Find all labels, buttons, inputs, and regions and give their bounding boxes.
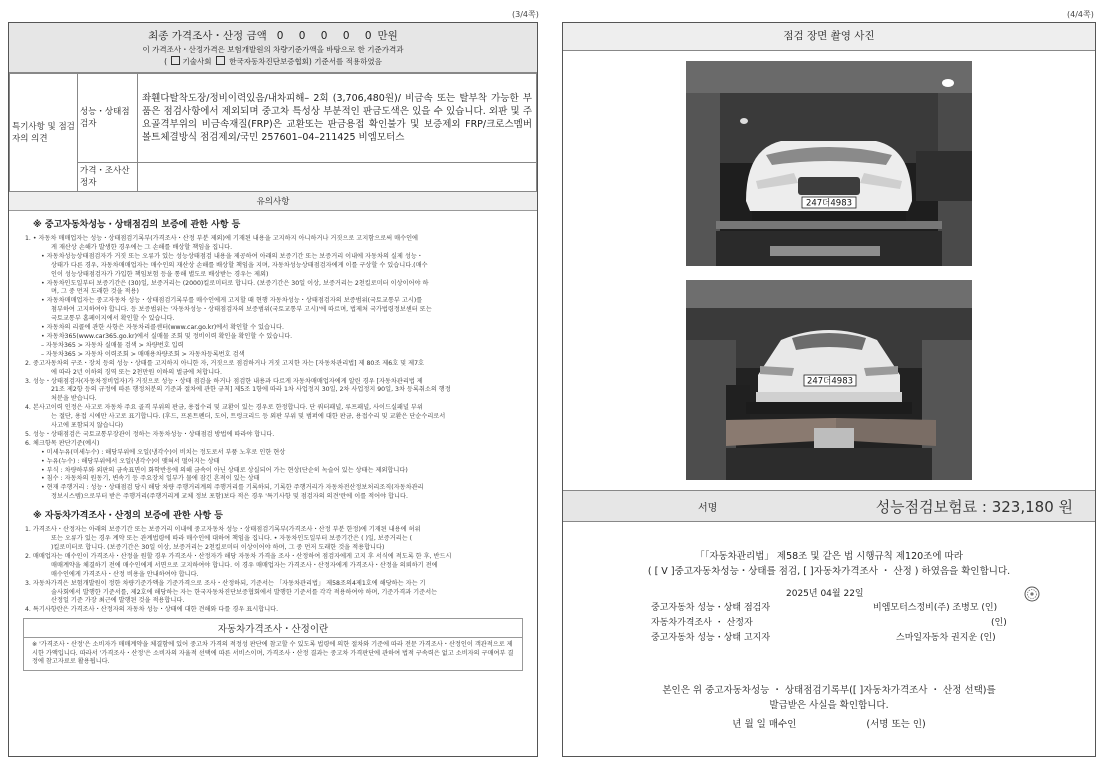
page-number-left: (3/4쪽) [512, 10, 539, 19]
issue-date: 2025년 04월 22일 [786, 589, 864, 599]
inspection-form-page-4 [562, 22, 1096, 757]
official-seal-icon [1024, 586, 1040, 602]
notice-line: 21조 제2항 등의 규정에 따른 행정처분의 기준과 절차에 관한 규칙] 제5조 1항에 따라 1차 사업정지 30일, 2차 사업정지 90일, 3차 등록취소의 행정 [51, 386, 451, 394]
notice-line: 상태가 다른 경우, 자동차매매업자는 매수인의 재산상 손해를 배상할 책임을 지며, 자동차성능상태점검자에게 이를 구상할 수 있습니다.(매수 [51, 261, 428, 269]
notice-line: 매수인에게 가격조사・산정 비용을 안내하여야 합니다. [51, 570, 199, 578]
car-rear-photo [686, 280, 972, 480]
notice-line: • 누유(누수) : 해당부위에서 오일(냉각수)이 맺혀서 떨어지는 상태 [41, 457, 220, 465]
notice-line: 며, 그 중 먼저 도래한 것을 적용) [51, 288, 139, 296]
notice-line: – 자동차365 > 자동차 이력조회 > 매매용차량조회 > 자동차등록번호 검색 [41, 350, 245, 358]
final-price-unit: 만원 [377, 30, 398, 42]
notice-title: 유의사항 [9, 192, 537, 211]
inspection-form-page-3 [8, 22, 538, 757]
notice-line: )킬로미터로 합니다. (보증기간은 30일 이상, 보증거리는 2천킬로미터 이상이어야 하며, 그 중 먼저 도래한 것을 적용합니다) [51, 544, 385, 551]
photo1-plate: 247더4983 [805, 198, 853, 209]
confirmation-line1: 「「자동차관리법」 제58조 및 같은 법 시행규칙 제120조에 따라 [695, 551, 963, 562]
notice-line: 4. 특기사항란은 가격조사・산정자의 자동차 성능・상태에 대한 견해와 다를 경우 표시합니다. [25, 606, 279, 614]
price-assessor-label: 가격・조사산정자 [78, 163, 138, 192]
signer-name: (인) [991, 618, 1007, 628]
notice-line: 1. 가격조사・산정자는 아래의 보증기간 또는 보증거리 이내에 중고자동차 성능・상태점검기록부(가격조사・산정 부분 한정)에 기재된 내용에 허위 [25, 526, 421, 534]
final-price-standard: ( 기술사회 한국자동차진단보증협회) 기준서를 적용하였음 [164, 57, 382, 66]
opinion-header: 특기사항 및 점검자의 의견 [10, 74, 78, 192]
notice-line: 처분을 받습니다. [51, 395, 97, 403]
notice-line: 인이 성능상태점검자가 가입한 책임보험 등을 통해 별도로 배상받는 경우는 제외) [51, 270, 269, 278]
signer-row-price-assessor [651, 615, 1077, 628]
notice-line: 3. 성능・상태점검자(자동차정비업자)가 거짓으로 성능・상태 점검을 하거나 점검한 내용과 다르게 자동차매매업자에게 알린 경우 [자동차관리법 제 [25, 377, 423, 385]
receipt-date-buyer: 년 월 일 매수인 [732, 719, 797, 730]
checkbox-kada[interactable] [216, 56, 225, 65]
inspection-photo-front [686, 61, 972, 266]
notice-line: 6. 체크항목 판단기준(예시) [25, 439, 100, 447]
notice-line: 3. 자동차가격은 보험개발원이 정한 차량기준가액을 기준가격으로 조사・산정하되, 기준서는 「자동차관리법」 제58조의4제1호에 해당하는 자는 기 [25, 579, 426, 587]
notice-line: 5. 성능・상태점검은 국토교통부장관이 정하는 자동차성능・상태점검 방법에 따라야 합니다. [25, 430, 275, 438]
inspection-photo-rear [686, 280, 972, 480]
notice-line: 정보시스템)으로부터 받은 주행거리(주행거리계 교체 정보 포함)보다 적은 경우 '특기사항 및 점검자의 의견'란에 이를 적어야 합니다. [51, 493, 408, 501]
notice-line: 산정일 기준 가장 최근에 발행된 것을 적용합니다. [51, 597, 185, 605]
receipt-confirmation [563, 683, 1095, 732]
notice-line: 에 따라 2년 이하의 징역 또는 2천만원 이하의 벌금에 처합니다. [51, 368, 222, 376]
notice-line: 또는 오류가 있는 경우 계약 또는 관계법령에 따라 매수인에 대하여 책임을 집니다. • 자동차인도일부터 보증기간은 ( )일, 보증거리는 ( [51, 535, 413, 543]
notice-line: • 자동차365(www.car365.go.kr)에서 실매물 조회 및 정비이력 확인을 확인할 수 있습니다. [41, 332, 293, 340]
notice-line: • 자동차인도일부터 보증기간은 (30)일, 보증거리는 (2000)킬로미터로 합니다. (보증기간은 30일 이상, 보증거리는 2천킬로미터 이상이어야 하 [41, 279, 429, 287]
notice-line: 술사회에서 발행한 기준서를, 제2호에 해당하는 자는 한국자동차진단보증협회에서 발행한 기준서를 각각 적용하여야 하며, 기준가격과 기준서는 [51, 588, 438, 596]
notice-section2-body [25, 526, 523, 615]
inspection-insurance-fee: 성능점검보험료 : 323,180 원 [875, 498, 1073, 516]
confirmation-line2: ( [ V ]중고자동차성능・상태를 점검, [ ]자동차가격조사 ・ 산정 ) 하였음을 확인합니다. [647, 566, 1011, 577]
confirmation-statement [563, 549, 1095, 579]
price-definition-title: 자동차가격조사・산정이란 [24, 619, 522, 638]
notice-line: 사고에 포함되지 않습니다) [51, 422, 124, 430]
notice-line: 게 재산상 손해가 발생한 경우에는 그 손해를 배상할 책임을 집니다. [51, 243, 233, 251]
perf-inspector-opinion: 좌휀다탈착도장/정비이력있음/내차피해– 2회 (3,706,480원)/ 비금속 또는 탈부착 가능한 부품은 점검사항에서 제외되며 중고차 특성상 부분적인 판금도색은 있을 수 있습니다. 외판 및 주요골격부위의 비금속재질(FRP)은 교환또는 판금용접 확인불가 및 보증제외 FRP/크로스멤버 볼트체결방식 점검제외/국민 257601–04–211425 비엠모터스 [138, 74, 537, 163]
notice-line: • 부식 : 차량하부와 외판의 금속표면이 화학반응에 의해 금속이 아닌 상태로 상실되어 가는 현상(단순히 녹슬어 있는 상태는 제외합니다) [41, 466, 408, 474]
price-assessor-opinion [138, 163, 537, 192]
signer-role: 자동차가격조사 ・ 산정자 [651, 618, 753, 628]
final-price-note: 이 가격조사・산정가격은 보험개발원의 차량기준가액을 바탕으로 한 기준가격과 [142, 45, 404, 54]
receipt-line1: 본인은 위 중고자동차성능 ・ 상태점검기록부([ ]자동차가격조사 ・ 산정 선택)를 [662, 685, 996, 696]
photo2-plate: 247더4983 [806, 376, 854, 387]
notice-line: • 자동차성능상태점검자가 거짓 또는 오류가 있는 성능상태점검 내용을 제공하여 아래의 보증기간 또는 보증거리 이내에 자동차의 실제 성능・ [41, 252, 423, 260]
notice-line: • 미세누유(미세누수) : 해당부위에 오일(냉각수)이 비치는 정도로서 부품 노후로 인한 현상 [41, 448, 286, 456]
receipt-sign-hint: (서명 또는 인) [866, 719, 926, 730]
signature-fee-row [563, 490, 1095, 522]
notice-line: • 침수 : 자동차의 원동기, 변속기 등 주요장치 일부가 물에 잠긴 흔적이 있는 상태 [41, 475, 260, 483]
signer-role: 중고자동차 성능・상태 고지자 [651, 633, 771, 643]
opinion-table [9, 73, 537, 192]
perf-inspector-label: 성능・상태점검자 [78, 74, 138, 163]
notice-section2-title: ※ 자동차가격조사・산정의 보증에 관한 사항 등 [33, 511, 223, 522]
notice-line: • 자동차매매업자는 중고자동차 성능・상태점검기록부를 매수인에게 고지할 때 현행 자동차성능・상태점검자의 보증범위(국토교통부 고시)를 [41, 297, 423, 305]
checkbox-tech-society[interactable] [171, 56, 180, 65]
notice-line: 2. 중고자동차의 구조・장치 등의 성능・상태를 고지하지 아니한 자, 거짓으로 점검하거나 거짓 고지한 자는 [자동차관리법] 제 80조 제6호 및 제7호 [25, 359, 424, 367]
final-price-label: 최종 가격조사・산정 금액 [148, 30, 267, 42]
notice-line: 첨부하여 고지하여야 합니다. 등 보증범위는 '자동차성능・상태점검자의 보증범위(국토교통부 고시)'에 따르며, 법제처 국가법령정보센터 또는 [51, 306, 432, 314]
signer-role: 중고자동차 성능・상태 점검자 [651, 603, 771, 613]
signature-label: 서명 [698, 503, 718, 514]
page-number-right: (4/4쪽) [1067, 10, 1094, 19]
notice-line: 1. • 자동차 매매업자는 성능・상태점검기록부(가격조사・산정 부분 제외)에 기재된 내용을 고지하지 아니하거나 거짓으로 고지함으로써 매수인에 [25, 235, 419, 242]
notice-section1-body [25, 235, 523, 502]
price-definition-body: ※ '가격조사・산정'은 소비자가 매매계약을 체결함에 있어 중고차 가격의 적정성 판단에 참고할 수 있도록 법령에 의한 절차와 기준에 따라 전문 가격조사・산정인이 객관적으로 제시한 가액입니다. 따라서 '가격조사・산정'은 소비자의 자율적 선택에 따른 서비스이며, 가격조사・산정 결과는 중고차 가격판단에 관하여 법적 구속력은 없고 소비자의 구매여부 결정에 참고자료로 활용됩니다. [32, 641, 514, 666]
notice-section1-title: ※ 중고자동차성능・상태점검의 보증에 관한 사항 등 [33, 220, 241, 230]
notice-line: 4. 본사고이력 인정은 사고로 자동차 주요 골격 부위의 판금, 용접수리 및 교환이 있는 경우로 한정합니다. 단 쿼터패널, 루프패널, 사이드실패널 부위 [25, 404, 423, 412]
signer-row-inspector [651, 600, 1077, 613]
price-definition-box [23, 618, 523, 671]
notice-line: – 자동차365 > 자동차 실매물 검색 > 차량번호 입력 [41, 341, 184, 349]
notice-line: • 자동차의 리콜에 관한 사항은 자동차리콜센터(www.car.go.kr)에서 확인할 수 있습니다. [41, 324, 284, 332]
notice-line: • 현재 주행거리 : 성능・상태점검 당시 해당 차량 주행거리계의 주행거리를 기록하되, 기록한 주행거리가 자동차전산정보처리조직(자동차관리 [41, 484, 424, 492]
final-price-box [9, 23, 537, 73]
notice-line: 2. 매매업자는 매수인이 가격조사・산정을 원할 경우 가격조사・산정자가 해당 자동차 가격을 조사・산정하여 점검자에게 고지 후 서식에 적도록 한 후, 반드시 [25, 552, 452, 560]
notice-line: 는 절단, 용접 시에만 사고로 표기합니다. (후드, 프론트펜더, 도어, 트렁크리드 등 외판 부위 및 범퍼에 대한 판금, 용접수리 및 교환은 단순수리로서 [51, 413, 446, 421]
receipt-line2: 발급받은 사실을 확인합니다. [769, 700, 889, 711]
signer-row-notifier [651, 630, 1077, 643]
final-price-amount: 0 0 0 0 0 [276, 30, 378, 42]
notice-line: 국토교통부 홈페이지에서 확인할 수 있습니다. [51, 315, 175, 323]
signer-name: 스마일자동차 권지운 (인) [896, 633, 996, 643]
notice-line: 매매계약을 체결하기 전에 매수인에게 서면으로 고지하여야 합니다. 이 경우 매매업자는 가격조사・산정자에게 가격조사・산정을 의뢰하기 전에 [51, 561, 438, 569]
car-front-photo [686, 61, 972, 266]
photo-section-header: 점검 장면 촬영 사진 [563, 23, 1095, 51]
signer-name: 비엠모터스정비(주) 조병모 (인) [873, 603, 998, 613]
